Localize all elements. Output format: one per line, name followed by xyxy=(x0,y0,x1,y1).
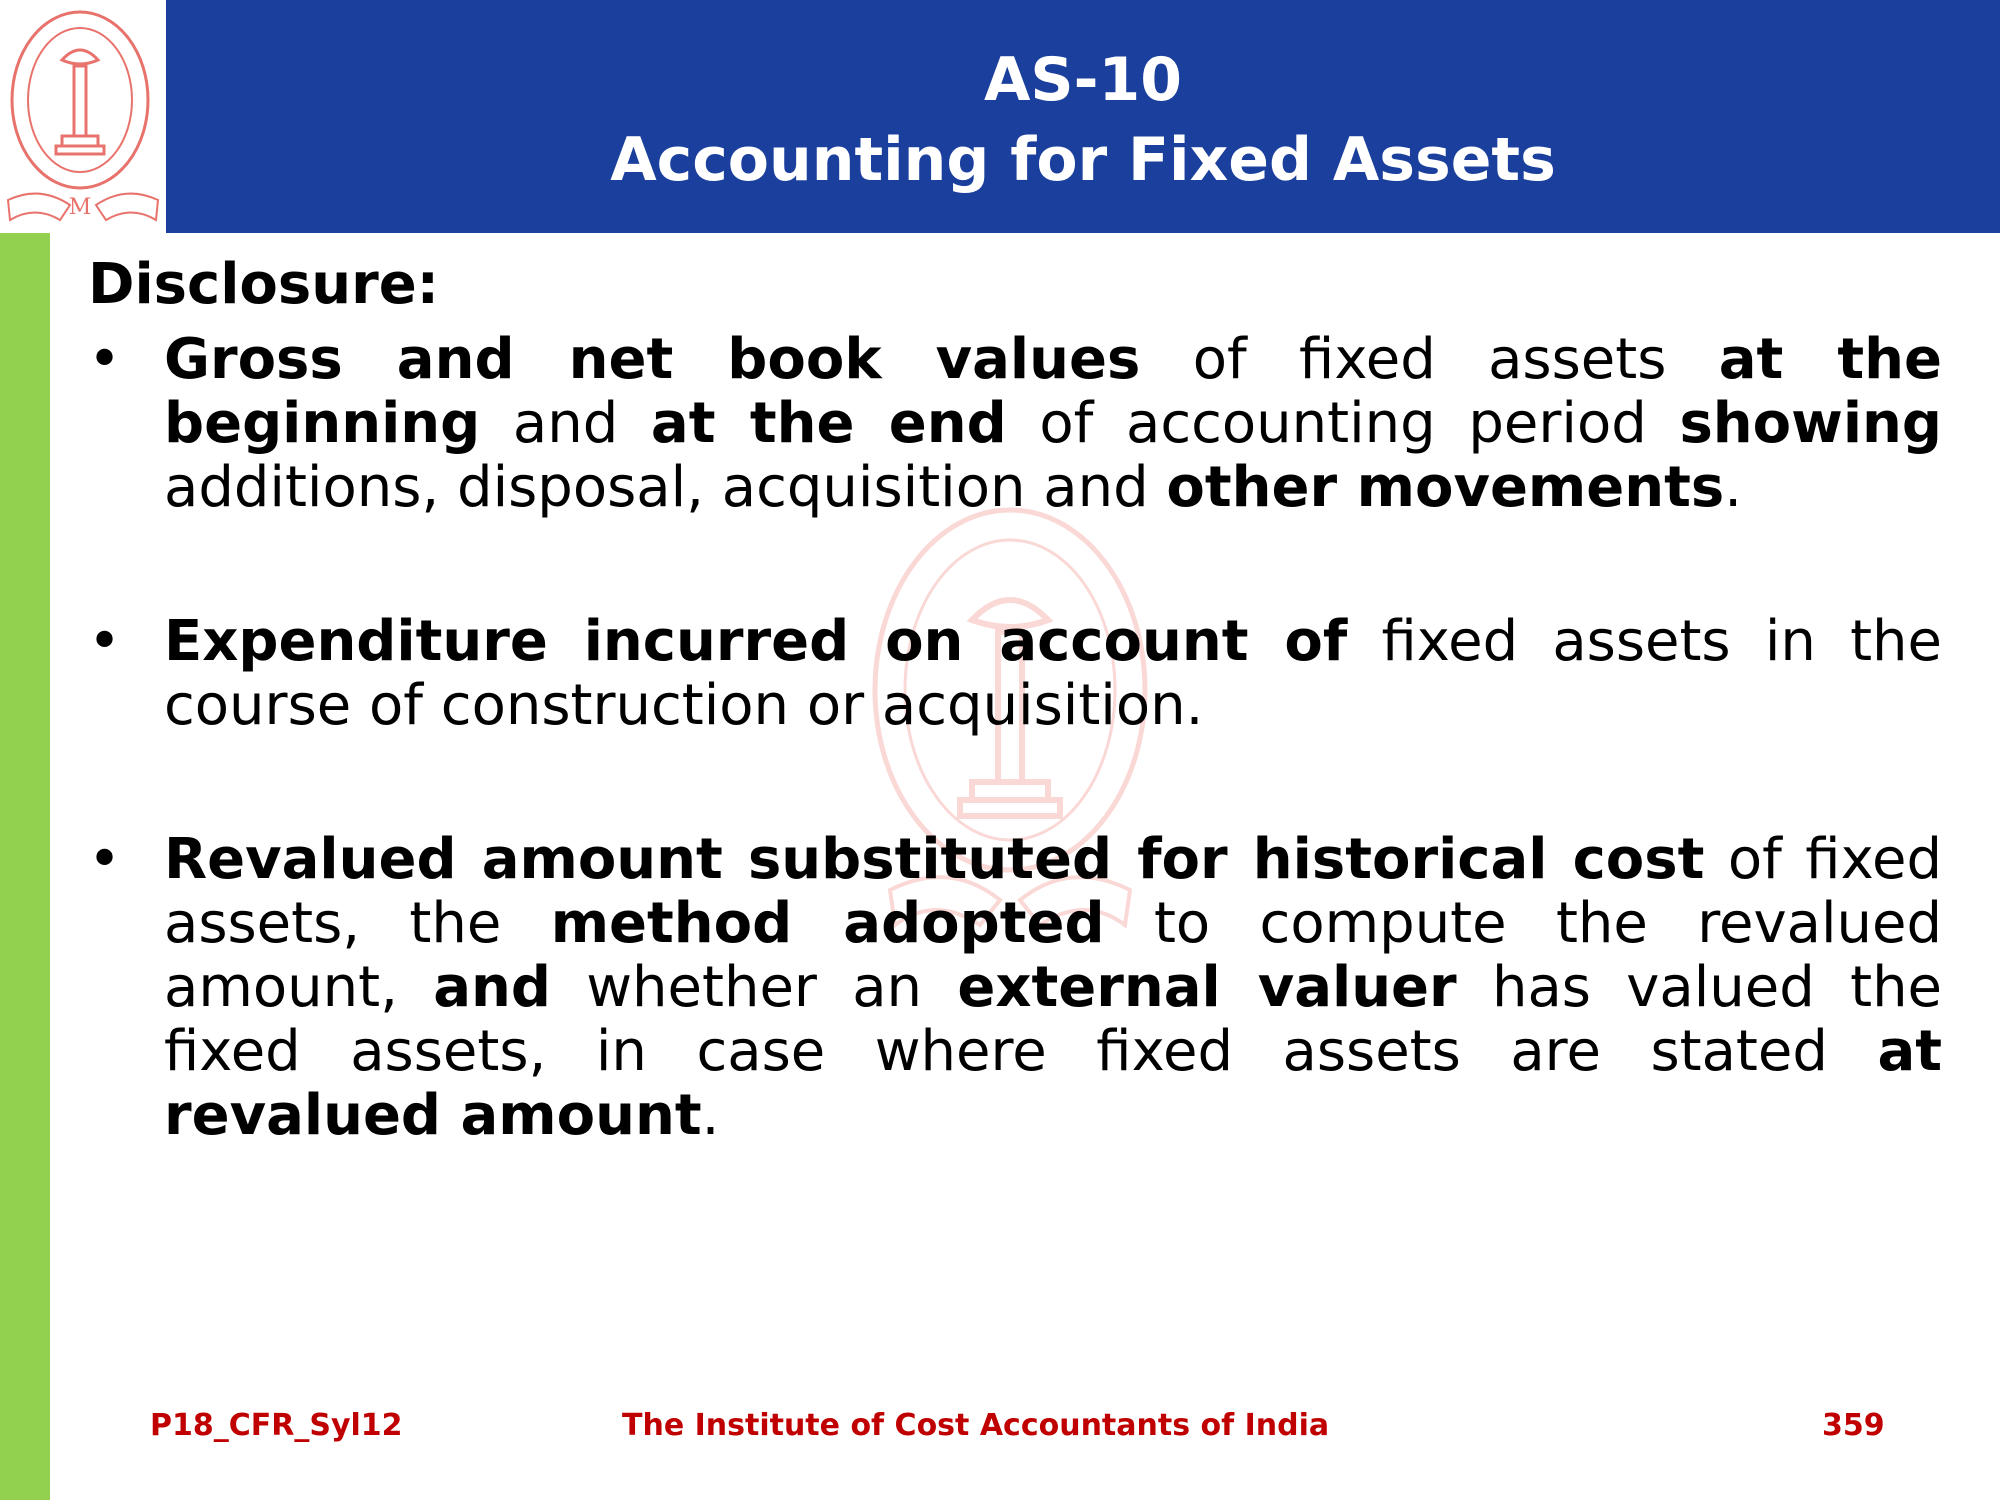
bullet-segment: showing xyxy=(1679,391,1942,456)
bullet-text xyxy=(164,327,1942,520)
section-heading: Disclosure: xyxy=(88,252,440,317)
bullet-segment: external valuer xyxy=(957,955,1457,1020)
bullet-dot: • xyxy=(88,827,122,892)
bullet-item xyxy=(88,828,1942,1148)
bullet-segment: method adopted xyxy=(550,891,1105,956)
bullet-segment: of fixed assets xyxy=(1140,327,1719,392)
bullet-segment: whether an xyxy=(550,955,958,1020)
bullet-segment: additions, disposal, acquisition and xyxy=(164,455,1167,520)
institute-logo xyxy=(0,0,166,233)
bullet-segment: at revalued amount xyxy=(164,1019,1942,1148)
bullet-text xyxy=(164,827,1942,1148)
slide-body xyxy=(88,250,1943,1148)
bullet-item xyxy=(88,328,1942,520)
footer-course-code: P18_CFR_Syl12 xyxy=(150,1408,403,1443)
slide-title: Accounting for Fixed Assets xyxy=(610,125,1556,195)
bullet-segment: fixed assets in the course of construction or acquisition. xyxy=(164,609,1942,738)
bullet-item xyxy=(88,610,1942,738)
bullet-segment: Gross and net book values xyxy=(164,327,1141,392)
bullet-segment: Revalued amount substituted for historical cost xyxy=(164,827,1705,892)
svg-text:M: M xyxy=(68,195,92,220)
bullet-segment: to compute the revalued amount, xyxy=(164,891,1942,1020)
bullet-dot: • xyxy=(88,609,122,674)
title-banner xyxy=(166,0,2000,233)
side-accent-bar xyxy=(0,233,50,1500)
bullet-text xyxy=(164,609,1942,738)
bullet-segment: and xyxy=(433,955,551,1020)
bullet-segment: at the beginning xyxy=(164,327,1942,456)
bullet-segment: of fixed assets, the xyxy=(164,827,1942,956)
bullet-segment: Expenditure incurred on account of xyxy=(164,609,1348,674)
bullet-segment: other movements xyxy=(1166,455,1725,520)
bullet-segment: has valued the fixed assets, in case where fixed assets are stated xyxy=(164,955,1943,1084)
bullet-segment: . xyxy=(1724,455,1743,520)
bullet-segment: . xyxy=(701,1083,720,1148)
page-number: 359 xyxy=(1822,1408,1885,1443)
institute-emblem-icon xyxy=(0,0,166,233)
bullet-dot: • xyxy=(88,327,122,392)
bullet-segment: at the end xyxy=(650,391,1007,456)
bullet-segment: and xyxy=(480,391,651,456)
bullet-segment: of accounting period xyxy=(1006,391,1680,456)
slide-title-code: AS-10 xyxy=(983,45,1183,115)
footer-institute: The Institute of Cost Accountants of India xyxy=(622,1408,1330,1443)
